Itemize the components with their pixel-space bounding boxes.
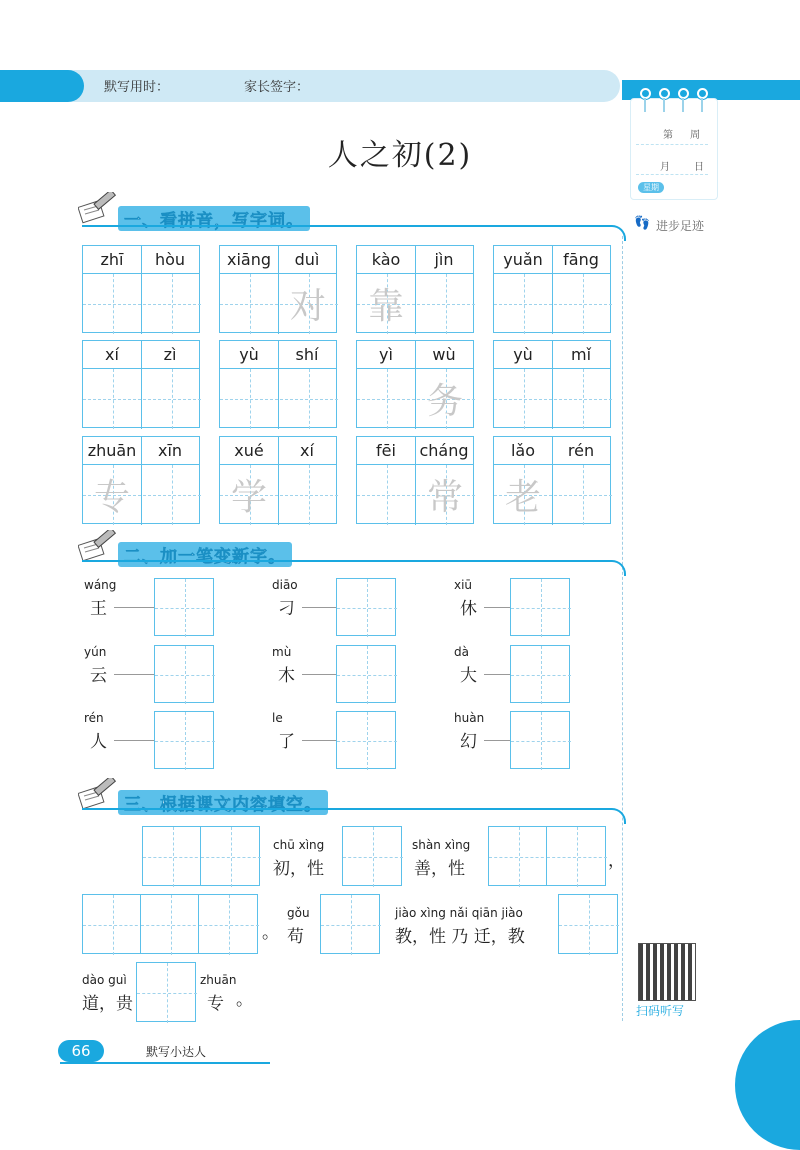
- base-char: 云: [90, 666, 107, 686]
- pinyin-label: wáng: [84, 578, 117, 592]
- trace-char: 靠: [367, 286, 404, 327]
- progress-label: 进步足迹: [656, 219, 705, 233]
- punctuation: ，: [608, 851, 625, 871]
- guide-line: [489, 857, 549, 858]
- trace-char: 对: [289, 286, 326, 327]
- guide-line: [337, 608, 397, 609]
- header-accent: [0, 70, 84, 102]
- pinyin-label: dà: [454, 645, 469, 659]
- answer-box[interactable]: [154, 711, 214, 769]
- guide-line: [511, 741, 571, 742]
- text-fragment: 道，贵: [82, 994, 133, 1014]
- text-fragment: 善，性: [414, 859, 465, 879]
- arrow-line: [302, 740, 336, 741]
- answer-box[interactable]: [142, 826, 202, 886]
- weekday-badge: 星期: [638, 182, 664, 193]
- answer-box[interactable]: [336, 711, 396, 769]
- answer-box[interactable]: [154, 578, 214, 636]
- answer-box[interactable]: [320, 894, 380, 954]
- pinyin-label: yì: [379, 345, 393, 364]
- answer-box[interactable]: [336, 645, 396, 703]
- week-label: 第: [663, 130, 673, 141]
- guide-line: [155, 675, 215, 676]
- parent-sign-label: 家长签字：: [244, 80, 310, 95]
- base-char: 木: [278, 666, 295, 686]
- pencil-icon: [78, 778, 118, 812]
- pinyin-label: xué: [234, 441, 264, 460]
- arrow-line: [484, 607, 510, 608]
- book-title: 默写小达人: [146, 1045, 207, 1059]
- ring-wire: [701, 98, 703, 112]
- pinyin-box[interactable]: [219, 340, 337, 428]
- pinyin-label: mù: [272, 645, 292, 659]
- punctuation: 。: [236, 990, 253, 1010]
- qr-label: 扫码听写: [636, 1004, 685, 1018]
- trace-char: 务: [426, 381, 463, 422]
- pinyin-label: xīn: [157, 441, 183, 460]
- ring-wire: [644, 98, 646, 112]
- pinyin-box[interactable]: [219, 245, 337, 333]
- pinyin-label: yù: [239, 345, 259, 364]
- pinyin-label: fāng: [563, 250, 599, 269]
- answer-box[interactable]: [510, 578, 570, 636]
- guide-line: [201, 857, 261, 858]
- answer-box[interactable]: [510, 645, 570, 703]
- pinyin-label: gǒu: [287, 906, 310, 920]
- pinyin-box[interactable]: [493, 436, 611, 524]
- pinyin-label: chū xìng: [273, 838, 325, 852]
- pinyin-box[interactable]: [82, 245, 200, 333]
- pinyin-label: lǎo: [510, 441, 536, 460]
- guide-line: [83, 399, 201, 400]
- arrow-line: [484, 740, 510, 741]
- side-divider: [622, 236, 623, 1021]
- header-bar: [0, 70, 620, 102]
- pinyin-label: le: [272, 711, 283, 725]
- pinyin-box[interactable]: [356, 340, 474, 428]
- pinyin-label: jìn: [434, 250, 454, 269]
- arrow-line: [114, 674, 154, 675]
- trace-char: 专: [93, 477, 130, 518]
- base-char: 幻: [460, 732, 477, 752]
- ring-wire: [663, 98, 665, 112]
- pinyin-label: shàn xìng: [412, 838, 471, 852]
- section2-rule: [82, 560, 602, 562]
- pencil-icon: [78, 530, 118, 564]
- guide-line: [547, 857, 607, 858]
- guide-line: [83, 304, 201, 305]
- pinyin-label: duì: [294, 250, 320, 269]
- pinyin-label: fēi: [376, 441, 396, 460]
- guide-line: [494, 304, 612, 305]
- guide-line: [337, 741, 397, 742]
- corner-decoration: [735, 1020, 800, 1150]
- base-char: 人: [90, 732, 107, 752]
- guide-line: [155, 608, 215, 609]
- pinyin-label: dào guì: [82, 973, 127, 987]
- pinyin-box[interactable]: [356, 245, 474, 333]
- dictation-time-label: 默写用时：: [104, 80, 170, 95]
- pinyin-box[interactable]: [82, 436, 200, 524]
- trace-char: 学: [230, 477, 267, 518]
- pinyin-label: yuǎn: [503, 250, 543, 269]
- punctuation: 。: [262, 923, 279, 943]
- answer-box[interactable]: [510, 711, 570, 769]
- pencil-icon: [78, 192, 118, 226]
- text-fragment: 初，性: [273, 859, 324, 879]
- pinyin-label: kào: [371, 250, 401, 269]
- pinyin-label: zhuān: [200, 973, 237, 987]
- text-fragment: 教，性 乃 迁，教: [395, 927, 525, 947]
- answer-box[interactable]: [336, 578, 396, 636]
- pinyin-label: diāo: [272, 578, 298, 592]
- pinyin-label: zhī: [100, 250, 124, 269]
- arrow-line: [302, 674, 336, 675]
- text-fragment: 专: [207, 994, 224, 1014]
- base-char: 王: [90, 599, 107, 619]
- month-label: 月: [660, 162, 670, 173]
- arrow-line: [484, 674, 510, 675]
- pinyin-label: xí: [105, 345, 119, 364]
- guide-line: [337, 675, 397, 676]
- pinyin-label: xiū: [454, 578, 473, 592]
- page-title: 人之初(2): [327, 138, 473, 173]
- guide-line: [83, 925, 143, 926]
- pinyin-label: yù: [513, 345, 533, 364]
- section1-rule-end: [598, 225, 626, 241]
- pinyin-label: rén: [84, 711, 104, 725]
- base-char: 刁: [278, 599, 295, 619]
- guide-line: [343, 857, 403, 858]
- section3-title: 三、根据课文内容填空。: [118, 790, 328, 815]
- section1-rule: [82, 225, 602, 227]
- base-char: 大: [460, 666, 477, 686]
- pinyin-label: rén: [567, 441, 595, 460]
- arrow-line: [302, 607, 336, 608]
- pinyin-box[interactable]: [493, 340, 611, 428]
- pinyin-label: shí: [295, 345, 319, 364]
- answer-box[interactable]: [154, 645, 214, 703]
- guide-line: [321, 925, 381, 926]
- qr-code-icon[interactable]: [638, 943, 696, 1001]
- calendar-divider: [636, 174, 708, 175]
- answer-box[interactable]: [82, 894, 142, 954]
- answer-box[interactable]: [140, 894, 200, 954]
- guide-line: [137, 993, 197, 994]
- trace-char: 常: [426, 477, 463, 518]
- text-fragment: 苟: [287, 927, 304, 947]
- arrow-line: [114, 607, 154, 608]
- pinyin-label: cháng: [419, 441, 469, 460]
- day-label: 日: [694, 162, 704, 173]
- answer-box[interactable]: [198, 894, 258, 954]
- pinyin-label: xí: [300, 441, 314, 460]
- pinyin-label: zì: [163, 345, 177, 364]
- footer-rule: [60, 1062, 270, 1064]
- trace-char: 老: [504, 477, 541, 518]
- guide-line: [559, 925, 619, 926]
- guide-line: [511, 675, 571, 676]
- ring-wire: [682, 98, 684, 112]
- answer-box[interactable]: [200, 826, 260, 886]
- base-char: 休: [460, 599, 477, 619]
- answer-box[interactable]: [546, 826, 606, 886]
- guide-line: [143, 857, 203, 858]
- arrow-line: [114, 740, 154, 741]
- base-char: 了: [278, 732, 295, 752]
- answer-box[interactable]: [558, 894, 618, 954]
- answer-box[interactable]: [136, 962, 196, 1022]
- pinyin-label: yún: [84, 645, 107, 659]
- answer-box[interactable]: [488, 826, 548, 886]
- guide-line: [511, 608, 571, 609]
- section3-rule: [82, 808, 602, 810]
- page-number: 66: [58, 1040, 104, 1062]
- pinyin-label: xiāng: [226, 250, 271, 269]
- pinyin-box[interactable]: [356, 436, 474, 524]
- footprint-icon: 👣: [634, 216, 651, 231]
- pinyin-box[interactable]: [219, 436, 337, 524]
- section2-title: 二、加一笔变新字。: [118, 542, 292, 567]
- pinyin-label: huàn: [454, 711, 485, 725]
- answer-box[interactable]: [342, 826, 402, 886]
- guide-line: [155, 741, 215, 742]
- guide-line: [220, 399, 338, 400]
- pinyin-box[interactable]: [82, 340, 200, 428]
- section1-title: 一、看拼音，写字词。: [118, 206, 310, 231]
- pinyin-label: jiào xìng nǎi qiān jiào: [395, 906, 523, 920]
- pinyin-label: hòu: [154, 250, 186, 269]
- guide-line: [199, 925, 259, 926]
- pinyin-label: zhuān: [87, 441, 137, 460]
- pinyin-label: wù: [432, 345, 456, 364]
- pinyin-label: mǐ: [570, 345, 592, 364]
- pinyin-box[interactable]: [493, 245, 611, 333]
- guide-line: [141, 925, 201, 926]
- week-suffix: 周: [690, 130, 700, 141]
- guide-line: [494, 399, 612, 400]
